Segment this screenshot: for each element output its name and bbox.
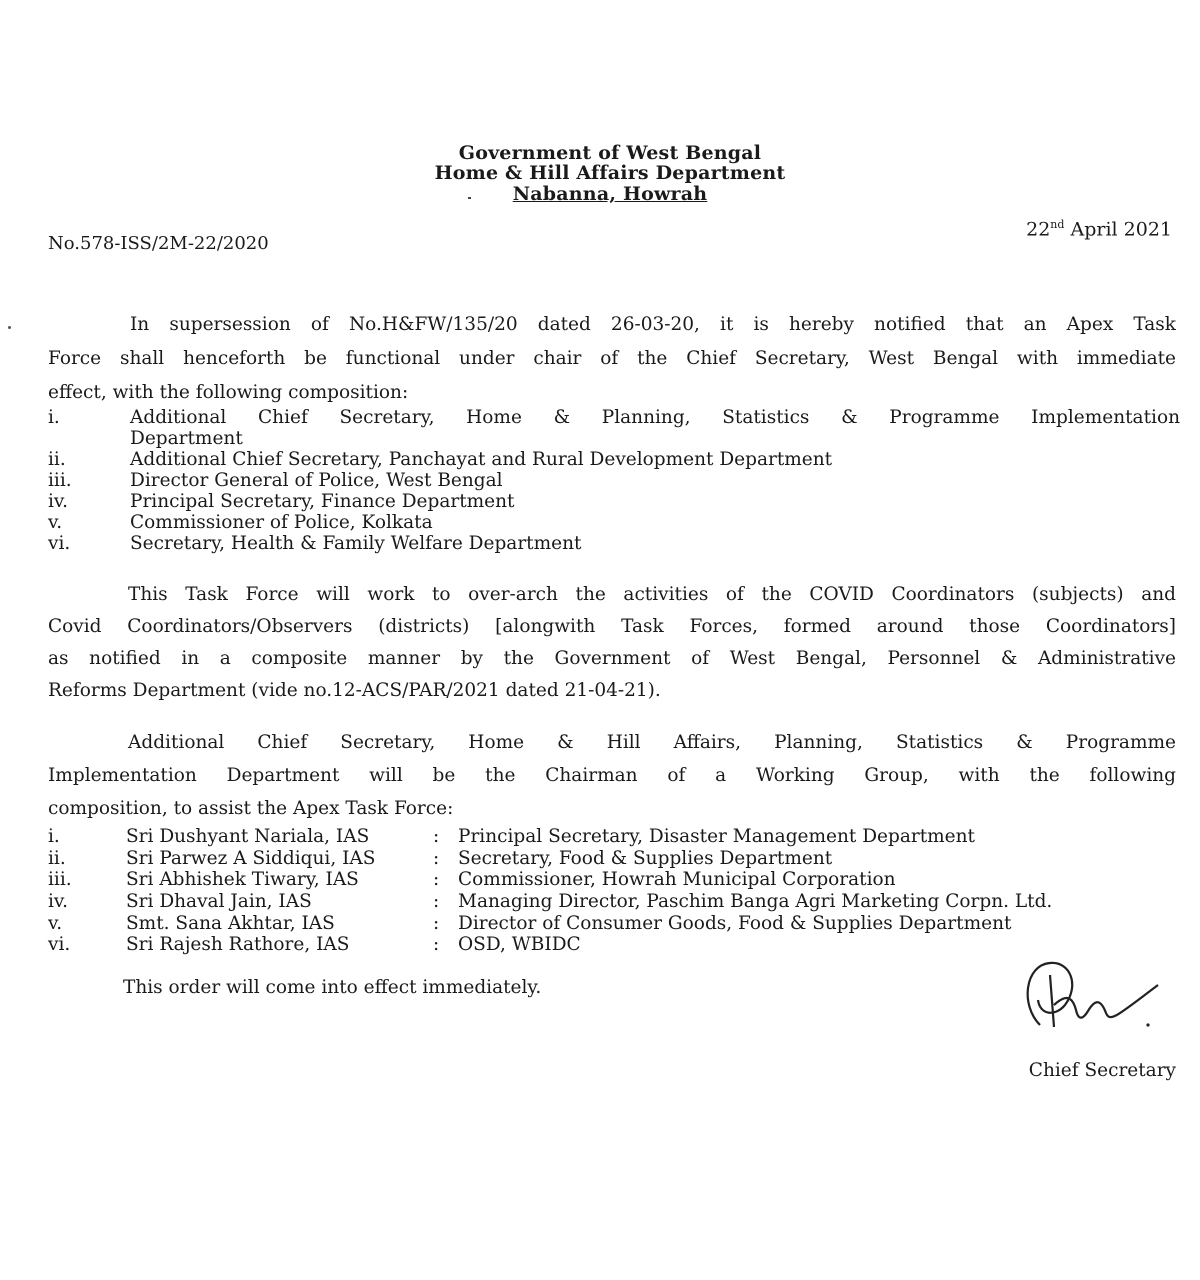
- member-name: Sri Dushyant Nariala, IAS: [126, 826, 370, 847]
- header-government: Government of West Bengal: [458, 142, 762, 164]
- paragraph-line: Covid Coordinators/Observers (districts) [alongwith Task Forces, formed around those Coordinators]: [48, 616, 1176, 637]
- paragraph-line: Reforms Department (vide no.12-ACS/PAR/2021 dated 21-04-21).: [48, 680, 661, 701]
- separator: :: [433, 912, 440, 934]
- list-item: [48, 449, 1180, 470]
- member-name: Sri Abhishek Tiwary, IAS: [126, 869, 359, 891]
- paragraph-line: Force shall henceforth be functional under chair of the Chief Secretary, West Bengal with immediate: [48, 348, 1176, 369]
- list-text-line: Department: [130, 428, 243, 449]
- list-text: Secretary, Health & Family Welfare Department: [130, 533, 582, 554]
- list-number: i.: [48, 407, 60, 428]
- closing-statement: This order will come into effect immediately.: [123, 977, 542, 998]
- paragraph-task-force-scope: [48, 579, 1176, 707]
- list-number: vi.: [48, 533, 71, 554]
- paragraph-supersession: [48, 308, 1176, 410]
- list-number: iii.: [48, 869, 72, 891]
- list-item: [48, 407, 1180, 449]
- list-item: [48, 934, 1180, 956]
- signer-title: Chief Secretary: [1028, 1060, 1176, 1081]
- list-text: Director General of Police, West Bengal: [130, 470, 503, 491]
- list-item: [48, 491, 1180, 512]
- list-text: Commissioner of Police, Kolkata: [130, 512, 433, 533]
- paragraph-line: Implementation Department will be the Chairman of a Working Group, with the following: [48, 765, 1176, 786]
- order-date: [1026, 218, 1172, 240]
- task-force-list: [48, 407, 1180, 554]
- member-designation: Managing Director, Paschim Banga Agri Marketing Corpn. Ltd.: [458, 891, 1053, 913]
- header-department: Home & Hill Affairs Department: [434, 162, 786, 184]
- list-number: iv.: [48, 491, 69, 512]
- separator: :: [433, 934, 440, 956]
- scan-speck: [8, 326, 11, 329]
- list-item: [48, 470, 1180, 491]
- list-number: vi.: [48, 934, 71, 956]
- header-location: Nabanna, Howrah: [512, 183, 708, 205]
- signature-icon: [1010, 955, 1170, 1035]
- member-name: Sri Dhaval Jain, IAS: [126, 891, 312, 913]
- paragraph-line: Additional Chief Secretary, Home & Hill Affairs, Planning, Statistics & Programme: [128, 732, 1176, 753]
- member-name: Sri Parwez A Siddiqui, IAS: [126, 847, 376, 869]
- member-designation: Principal Secretary, Disaster Management Department: [458, 826, 975, 847]
- list-number: iv.: [48, 891, 69, 913]
- list-number: v.: [48, 512, 63, 533]
- paragraph-line: In supersession of No.H&FW/135/20 dated 26-03-20, it is hereby notified that an Apex Task: [130, 314, 1176, 335]
- member-designation: Commissioner, Howrah Municipal Corporation: [458, 869, 896, 891]
- list-number: iii.: [48, 470, 72, 491]
- date-day: 22: [1026, 218, 1051, 241]
- list-text-line: Additional Chief Secretary, Home & Planning, Statistics & Programme Implementation: [130, 407, 1180, 428]
- list-text: [130, 407, 1180, 449]
- paragraph-line: as notified in a composite manner by the Government of West Bengal, Personnel & Administrative: [48, 648, 1176, 669]
- list-number: v.: [48, 912, 63, 934]
- list-text: Principal Secretary, Finance Department: [130, 491, 515, 512]
- paragraph-working-group: [48, 726, 1176, 825]
- list-number: i.: [48, 826, 60, 847]
- list-item: [48, 512, 1180, 533]
- member-name: Sri Rajesh Rathore, IAS: [126, 934, 350, 956]
- separator: :: [433, 891, 440, 913]
- date-suffix: nd: [1050, 218, 1065, 231]
- list-item: [48, 848, 1180, 870]
- paragraph-line: This Task Force will work to over-arch the activities of the COVID Coordinators (subjects) and: [128, 584, 1176, 605]
- member-designation: Secretary, Food & Supplies Department: [458, 847, 833, 869]
- list-item: [48, 869, 1180, 891]
- date-month-year: April 2021: [1064, 218, 1172, 241]
- member-designation: Director of Consumer Goods, Food & Supplies Department: [458, 912, 1012, 934]
- separator: :: [433, 869, 440, 891]
- list-number: ii.: [48, 449, 66, 470]
- member-designation: OSD, WBIDC: [458, 934, 581, 956]
- working-group-list: [48, 826, 1180, 956]
- list-text: Additional Chief Secretary, Panchayat and Rural Development Department: [130, 449, 833, 470]
- separator: :: [433, 826, 440, 847]
- reference-number: No.578-ISS/2M-22/2020: [48, 233, 269, 254]
- list-number: ii.: [48, 847, 66, 869]
- list-item: [48, 913, 1180, 935]
- separator: :: [433, 847, 440, 869]
- list-item: [48, 891, 1180, 913]
- list-item: [48, 533, 1180, 554]
- list-item: [48, 826, 1180, 848]
- paragraph-line: composition, to assist the Apex Task Force:: [48, 798, 454, 819]
- paragraph-line: effect, with the following composition:: [48, 382, 409, 403]
- member-name: Smt. Sana Akhtar, IAS: [126, 912, 335, 934]
